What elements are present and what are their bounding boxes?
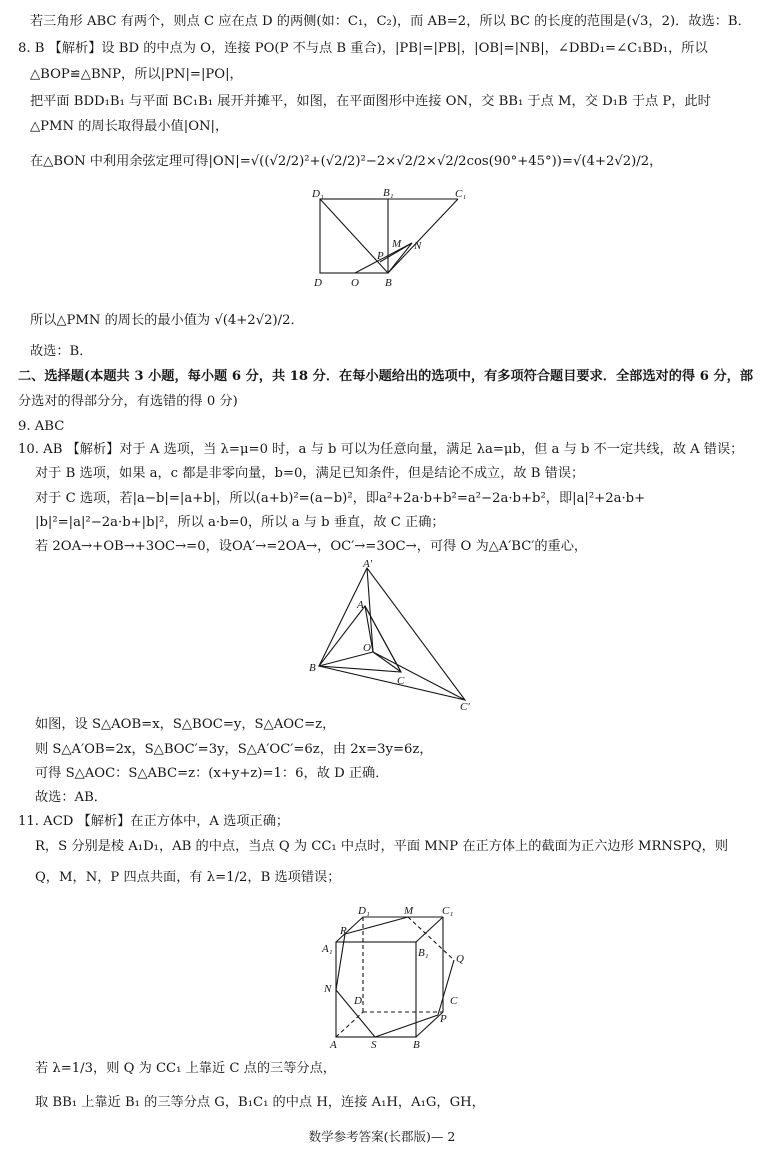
- fig3-label-d1: D₁: [358, 905, 370, 917]
- fig2-label-c: C: [397, 675, 405, 687]
- text-line-16: 若 2OA→+OB→+3OC→=0，设OA′→=2OA→，OC′→=3OC→，可得 O 为△A′BC′的重心，: [35, 539, 588, 554]
- text-line-20: 故选：AB．: [35, 790, 107, 805]
- figure-unfolded-planes: [300, 185, 490, 295]
- fig3-label-b: B: [413, 1039, 420, 1050]
- text-line-10: 分选对的得部分分，有选错的得 0 分): [18, 394, 238, 409]
- text-line-3: △BOP≌△BNP，所以|PN|=|PO|，: [30, 67, 243, 82]
- fig3-label-a1: A₁: [322, 943, 333, 955]
- section-heading: 二、选择题(本题共 3 小题，每小题 6 分，共 18 分．在每小题给出的选项中，有多项符合题目要求．全部选对的得 6 分，部: [18, 369, 754, 384]
- text-line-1: 若三角形 ABC 有两个，则点 C 应在点 D 的两侧(如：C₁，C₂)，而 AB=2，所以 BC 的长度的范围是(√3，2)．故选：B．: [30, 14, 751, 29]
- fig3-label-a: A: [330, 1039, 337, 1050]
- fig2-label-a: A: [357, 599, 364, 611]
- fig1-label-c1: C₁: [455, 188, 467, 200]
- text-line-22: R，S 分别是棱 A₁D₁，AB 的中点，当点 Q 为 CC₁ 中点时，平面 MNP 在正方体上的截面为正六边形 MRNSPQ，则: [35, 839, 729, 854]
- text-line-5: △PMN 的周长取得最小值|ON|，: [30, 119, 229, 134]
- fig3-label-d: D: [354, 995, 362, 1007]
- fig3-label-p: P: [440, 1013, 447, 1025]
- text-line-23: Q，M，N，P 四点共面，有 λ=1/2，B 选项错误；: [35, 870, 341, 885]
- fig3-label-c: C: [450, 995, 458, 1007]
- fig3-label-b1: B₁: [418, 947, 429, 959]
- page-footer: 数学参考答案(长郡版)— 2: [308, 1129, 456, 1144]
- fig3-label-n: N: [324, 983, 332, 995]
- text-line-21: 11. ACD 【解析】在正方体中，A 选项正确；: [18, 814, 290, 829]
- figure-cube-section: [318, 900, 478, 1050]
- fig3-label-s: S: [371, 1039, 377, 1050]
- text-line-4: 把平面 BDD₁B₁ 与平面 BC₁B₁ 展开并摊平，如图，在平面图形中连接 ON，交 BB₁ 于点 M，交 D₁B 于点 P，此时: [30, 94, 711, 109]
- fig1-label-d: D: [314, 277, 322, 289]
- text-line-19: 可得 S△AOC：S△ABC=z：(x+y+z)=1：6，故 D 正确．: [35, 766, 389, 781]
- figure-triangle-centroid: [305, 560, 485, 710]
- text-line-15: |b|²=|a|²−2a·b+|b|²，所以 a·b=0，所以 a 与 b 垂直，故 C 正确；: [35, 515, 445, 530]
- text-line-8: 故选：B．: [30, 344, 93, 359]
- text-line-11: 9. ABC: [18, 419, 65, 434]
- fig1-label-p: P: [377, 250, 384, 262]
- fig3-label-r: R: [340, 925, 347, 937]
- fig1-label-m: M: [392, 238, 402, 250]
- fig3-label-q: Q: [456, 953, 464, 965]
- text-line-24: 若 λ=1/3，则 Q 为 CC₁ 上靠近 C 点的三等分点，: [35, 1061, 336, 1076]
- text-line-25: 取 BB₁ 上靠近 B₁ 的三等分点 G，B₁C₁ 的中点 H，连接 A₁H，A₁G，GH，: [35, 1095, 485, 1110]
- text-line-7: 所以△PMN 的周长的最小值为 √(4+2√2)/2．: [30, 313, 304, 328]
- fig1-label-b: B: [385, 277, 392, 289]
- text-line-12: 10. AB 【解析】对于 A 选项，当 λ=μ=0 时，a 与 b 可以为任意向量，满足 λa=μb，但 a 与 b 不一定共线，故 A 错误；: [18, 442, 744, 457]
- fig2-label-o: O: [363, 642, 371, 654]
- fig1-label-n: N: [414, 240, 422, 252]
- text-line-13: 对于 B 选项，如果 a，c 都是非零向量，b=0，满足已知条件，但是结论不成立，故 B 错误；: [35, 466, 585, 481]
- fig1-label-d1: D₁: [312, 188, 324, 200]
- text-line-18: 则 S△A′OB=2x，S△BOC′=3y，S△A′OC′=6z，由 2x=3y=6z，: [35, 742, 433, 757]
- text-line-6: 在△BON 中利用余弦定理可得|ON|=√((√2/2)²+(√2/2)²−2×√2/2×√2/2cos(90°+45°))=√(4+2√2)/2，: [30, 154, 663, 169]
- fig2-label-a-prime: A′: [363, 560, 373, 570]
- fig1-label-b1: B₁: [383, 187, 394, 199]
- fig2-label-c-prime: C′: [460, 701, 470, 710]
- text-line-2: 8. B 【解析】设 BD 的中点为 O，连接 PO(P 不与点 B 重合)，|PB|=|PB|，|OB|=|NB|，∠DBD₁=∠C₁BD₁，所以: [18, 41, 708, 56]
- text-line-17: 如图，设 S△AOB=x，S△BOC=y，S△AOC=z，: [35, 717, 336, 732]
- text-line-14: 对于 C 选项，若|a−b|=|a+b|，所以(a+b)²=(a−b)²，即a²+2a·b+b²=a²−2a·b+b²，即|a|²+2a·b+: [35, 491, 646, 506]
- fig3-label-m: M: [404, 905, 414, 917]
- fig2-label-b: B: [309, 662, 316, 674]
- fig3-label-c1: C₁: [442, 905, 454, 917]
- fig1-label-o: O: [351, 277, 359, 289]
